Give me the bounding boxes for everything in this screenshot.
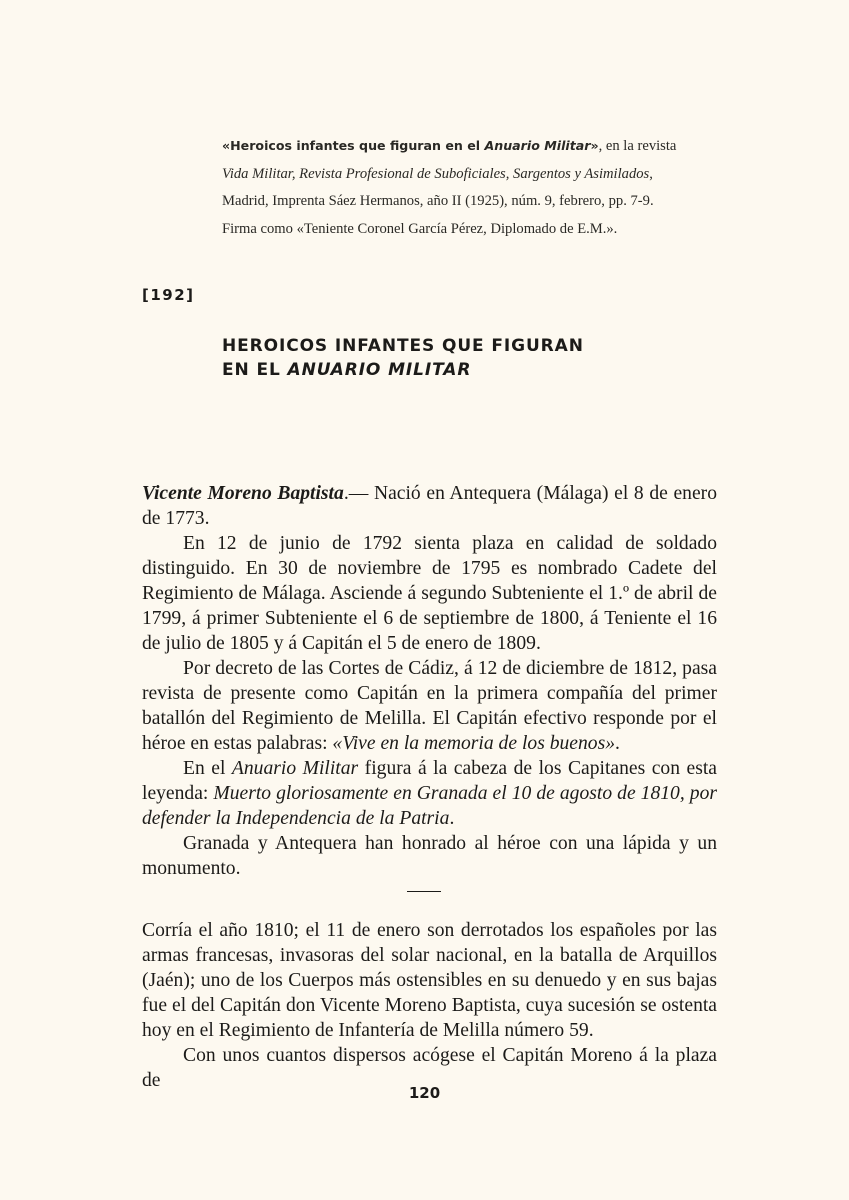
source-note-text-2: , Madrid, Imprenta Sáez Hermanos, año II (1925), núm. 9, febrero, pp. 7-9. Firma como «Teniente Coronel García Pérez, Diplomado de E.M.». — [222, 165, 654, 237]
heading-line-2 — [222, 358, 584, 382]
paragraph-decree-text: Por decreto de las Cortes de Cádiz, á 12 de diciembre de 1812, pasa revista de presente como Capitán en la primera compañía del primer batallón del Regimiento de Melilla. El Capitán efectivo responde por el héroe en estas palabras: — [142, 658, 717, 754]
paragraph-decree-end: . — [615, 733, 620, 754]
paragraph-moreno: Con unos cuantos dispersos acógese el Capitán Moreno á la plaza de — [142, 1045, 717, 1091]
section-one — [142, 481, 717, 881]
source-note-journal: Vida Militar, Revista Profesional de Suboficiales, Sargentos y Asimilados — [222, 165, 650, 182]
section-two — [142, 918, 717, 1093]
paragraph-anuario-mid: figura á la cabeza de los Capitanes con esta leyenda: — [142, 758, 717, 804]
page-number: 120 — [408, 1084, 441, 1102]
heading-line-2-italic: ANUARIO MILITAR — [287, 360, 472, 380]
source-note-title-end: » — [590, 138, 599, 153]
section-divider — [407, 891, 441, 892]
paragraph-decree — [142, 656, 717, 756]
paragraph-anuario-italic-2: Muerto gloriosamente en Granada el 10 de agosto de 1810, por defender la Independencia de la Patria — [142, 783, 717, 829]
article-heading — [222, 334, 584, 382]
paragraph-monument: Granada y Antequera han honrado al héroe con una lápida y un monumento. — [142, 833, 717, 879]
source-note-title-italic: Anuario Militar — [484, 138, 591, 153]
paragraph-anuario — [142, 756, 717, 831]
paragraph-arquillos: Corría el año 1810; el 11 de enero son derrotados los españoles por las armas francesas, invasoras del solar nacional, en la batalla de Arquillos (Jaén); uno de los Cuerpos más ostensibles en su denuedo y en sus bajas fue el del Capitán don Vicente Moreno Baptista, cuya sucesión se ostenta hoy en el Regimiento de Infantería de Melilla número 59. — [142, 920, 717, 1041]
paragraph-career: En 12 de junio de 1792 sienta plaza en calidad de soldado distinguido. En 30 de noviembre de 1795 es nombrado Cadete del Regimiento de Málaga. Asciende á segundo Subteniente el 1.º de abril de 1799, á primer Subteniente el 6 de septiembre de 1800, á Teniente el 16 de julio de 1805 y á Capitán el 5 de enero de 1809. — [142, 533, 717, 654]
paragraph-anuario-start: En el — [183, 758, 232, 779]
heading-line-1: HEROICOS INFANTES QUE FIGURAN — [222, 336, 584, 356]
paragraph-intro — [142, 481, 717, 531]
source-note-text-1: , en la revista — [598, 138, 677, 154]
document-number: [192] — [142, 286, 195, 304]
paragraph-intro-text: .— Nació en Antequera (Málaga) el 8 de enero de 1773. — [142, 483, 717, 529]
paragraph-anuario-end: . — [449, 808, 455, 829]
source-note — [222, 132, 692, 243]
source-note-title-start: «Heroicos infantes que figuran en el — [222, 138, 485, 153]
heading-line-2-plain: EN EL — [222, 360, 288, 380]
paragraph-decree-quote: «Vive en la memoria de los buenos» — [332, 733, 616, 754]
paragraph-anuario-italic-1: Anuario Militar — [231, 758, 359, 779]
person-name: Vicente Moreno Baptista — [142, 483, 344, 504]
